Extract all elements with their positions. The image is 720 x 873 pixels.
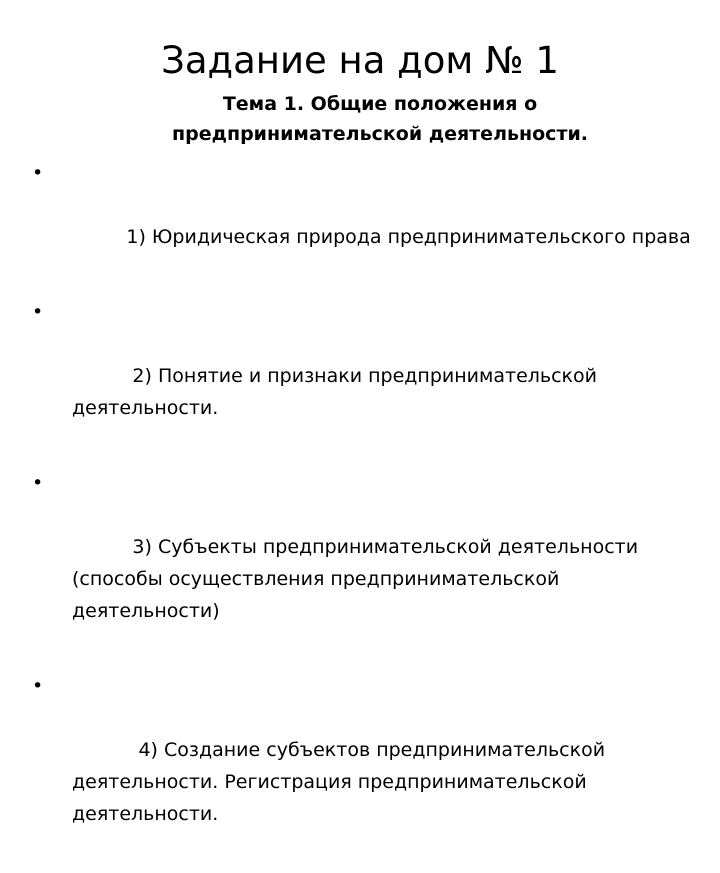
bullet-text: 2) Понятие и признаки предпринимательской деятельности.: [72, 365, 604, 419]
bullet-marker: •: [32, 675, 44, 697]
topic-heading: Тема 1. Общие положения о предпринимательской деятельности.: [171, 93, 588, 145]
bullet-marker: •: [32, 301, 44, 323]
slide-title: Задание на дом № 1: [161, 39, 559, 82]
bullet-text: 4) Создание субъектов предпринимательской деятельности. Регистрация предпринимательской деятельности.: [72, 739, 612, 825]
bullet-item-2: [32, 296, 692, 456]
bullet-marker: •: [32, 472, 44, 494]
bullet-text: 1) Юридическая природа предпринимательского права: [108, 226, 691, 248]
bullet-item-1: [32, 157, 692, 285]
bullet-marker: •: [32, 162, 44, 184]
bullet-text: 3) Субъекты предпринимательской деятельности (способы осуществления предпринимательской деятельности): [72, 536, 651, 622]
bullet-item-3: [32, 467, 692, 659]
bullet-list: [32, 157, 692, 873]
bullet-item-4: [32, 670, 692, 862]
